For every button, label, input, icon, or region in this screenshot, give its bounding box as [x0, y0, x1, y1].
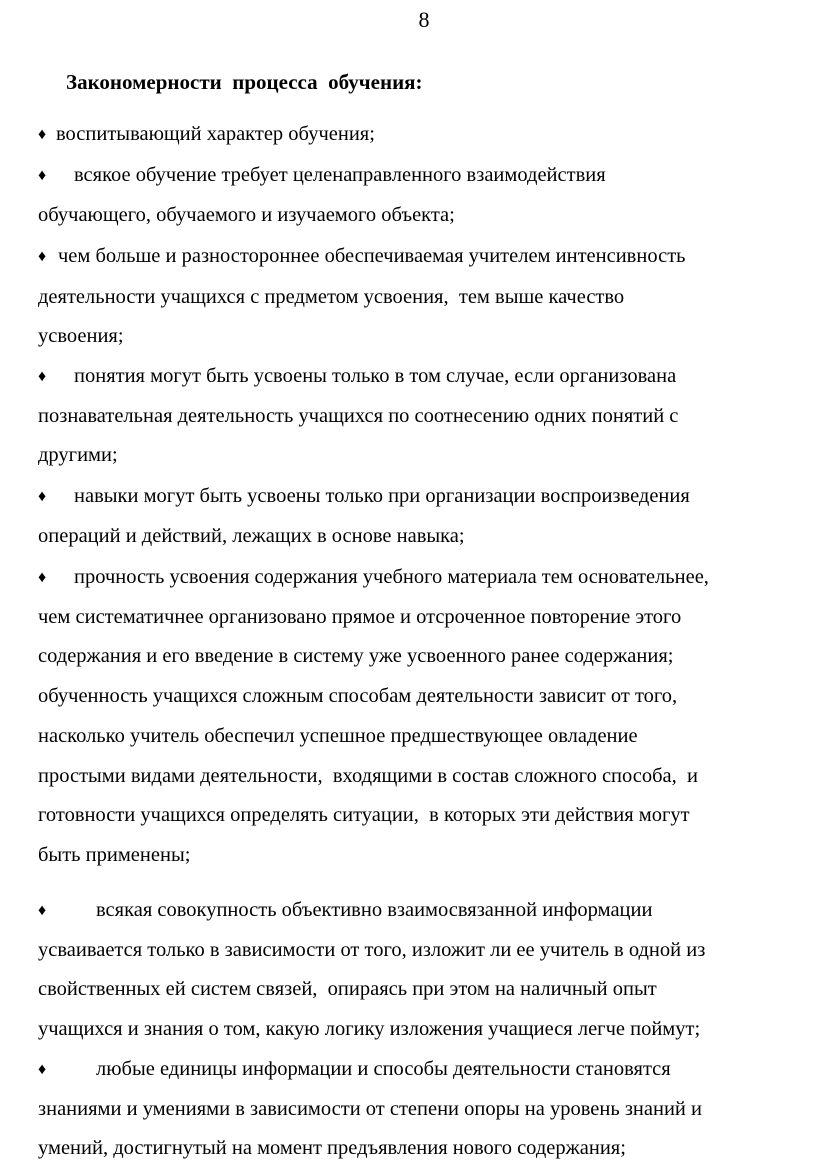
text-line: прочность усвоения содержания учебного материала тем основательнее, — [74, 566, 709, 588]
bullet-line — [38, 557, 709, 597]
text-line: навыки могут быть усвоены только при организации воспроизведения — [74, 485, 690, 507]
text-line: всякое обучение требует целенаправленного взаимодействия — [74, 164, 606, 186]
text-line: свойственных ей систем связей, опираясь при этом на наличный опыт — [38, 978, 657, 1000]
text-line: чем больше и разностороннее обеспечиваемая учителем интенсивность — [58, 245, 686, 267]
diamond-bullet-icon: ♦ — [38, 126, 47, 143]
bullet-line — [38, 155, 606, 195]
text-line: обученность учащихся сложным способам деятельности зависит от того, — [38, 685, 678, 707]
text-line: чем систематичнее организовано прямое и отсроченное повторение этого — [38, 606, 682, 628]
text-line: любые единицы информации и способы деятельности становятся — [96, 1058, 671, 1080]
text-line: умений, достигнутый на момент предъявления нового содержания; — [38, 1137, 626, 1159]
text-line: знаниями и умениями в зависимости от степени опоры на уровень знаний и — [38, 1098, 702, 1120]
bullet-line — [38, 114, 375, 154]
text-line: учащихся и знания о том, какую логику изложения учащиеся легче поймут; — [38, 1018, 701, 1040]
section-title: Закономерности процесса обучения: — [66, 70, 423, 94]
diamond-bullet-icon: ♦ — [38, 488, 47, 505]
diamond-bullet-icon: ♦ — [38, 368, 47, 385]
text-line: простыми видами деятельности, входящими в состав сложного способа, и — [38, 765, 699, 787]
diamond-bullet-icon: ♦ — [38, 248, 47, 265]
bullet-line — [38, 236, 686, 276]
text-line: содержания и его введение в систему уже усвоенного ранее содержания; — [38, 645, 674, 667]
text-line: усвоения; — [38, 325, 124, 347]
text-line: готовности учащихся определять ситуации, в которых эти действия могут — [38, 804, 690, 826]
text-line: насколько учитель обеспечил успешное предшествующее овладение — [38, 725, 638, 747]
diamond-bullet-icon: ♦ — [38, 167, 47, 184]
diamond-bullet-icon: ♦ — [38, 1061, 47, 1078]
bullet-line — [38, 1049, 671, 1089]
page-number: 8 — [418, 7, 430, 32]
text-line: усваивается только в зависимости от того, изложит ли ее учитель в одной из — [38, 939, 706, 961]
text-line: другими; — [38, 444, 118, 466]
diamond-bullet-icon: ♦ — [38, 569, 47, 586]
text-line: операций и действий, лежащих в основе навыка; — [38, 525, 465, 547]
text-line: воспитывающий характер обучения; — [56, 123, 375, 145]
bullet-line — [38, 890, 652, 930]
text-line: деятельности учащихся с предметом усвоения, тем выше качество — [38, 286, 625, 308]
text-line: обучающего, обучаемого и изучаемого объекта; — [38, 204, 455, 226]
bullet-line — [38, 356, 676, 396]
text-line: понятия могут быть усвоены только в том случае, если организована — [74, 365, 677, 387]
text-line: быть применены; — [38, 844, 191, 866]
text-line: всякая совокупность объективно взаимосвязанной информации — [96, 899, 653, 921]
text-line: познавательная деятельность учащихся по соотнесению одних понятий с — [38, 405, 679, 427]
bullet-line — [38, 476, 690, 516]
diamond-bullet-icon: ♦ — [38, 902, 47, 919]
